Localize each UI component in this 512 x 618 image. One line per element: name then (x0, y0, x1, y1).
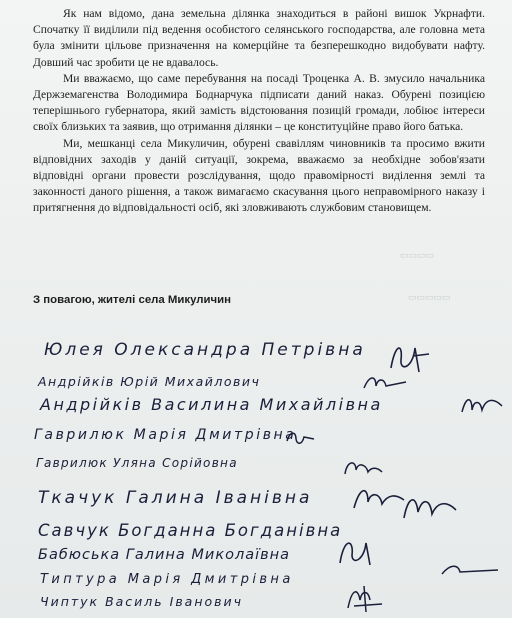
handwritten-signature-mark (400, 490, 460, 524)
signature-name: Савчук Богданна Богданівна (38, 521, 343, 540)
handwritten-signature-mark (344, 582, 388, 614)
signature-name: Чиптук Василь Іванович (40, 594, 244, 609)
handwritten-signature-mark (362, 372, 408, 394)
handwritten-signature-mark (284, 427, 318, 449)
paragraph-2: Ми вважаємо, що саме перебування на посаді Троценка А. В. змусило начальника Держземагенства Володимира Боднарчука підписати даний наказ. Обурені позицією теперішнього губернатора, який замість відстоювання позицій громади, лобіює інтереси своїх близьких та заявив, що отримання ділянки – це конституційне право його батька. (33, 71, 485, 134)
signature-name: Ткачук Галина Іванівна (38, 488, 313, 508)
signature-name: Гаврилюк Уляна Сорійовна (36, 456, 238, 470)
handwritten-signature-mark (460, 392, 506, 420)
signature-name: Андрійків Юрій Михайлович (38, 374, 261, 389)
bleed-through-mark: ▭▭▭▭▭ (408, 292, 451, 302)
bleed-through-mark: ▭▭▭▭ (400, 250, 435, 260)
signoff-line: З повагою, жителі села Микуличин (33, 294, 232, 306)
signature-name: Бабюська Галина Миколаївна (38, 547, 291, 563)
signature-name: Гаврилюк Марія Дмитрівна (34, 427, 297, 443)
paragraph-1: Як нам відомо, дана земельна ділянка знаходиться в районі вишок Укрнафти. Спочатку її виділили під ведення особистого селянського господарства, але головна мета була змінити цільове призначення на комерційне та безперешкодно видобувати нафту. Довший час зробити це не вдавалось. (33, 7, 485, 69)
paragraph-3: Ми, мешканці села Микуличин, обурені свавіллям чиновників та просимо вжити відповідних заходів у даній ситуації, зокрема, вважаємо за необхідне зобов'язати відповідні органи провести розслідування, щодо правомірності виділення землі та законності даного рішення, а також вимагаємо скасування цього неправомірного наказу і притягнення до відповідальності осіб, які зловживають службовим становищем. (33, 136, 485, 215)
handwritten-signature-mark (440, 560, 500, 582)
handwritten-signature-mark (342, 456, 386, 480)
signature-name: Юлея Олександра Петрівна (44, 340, 366, 360)
handwritten-signature-mark (336, 535, 376, 569)
signature-name: Андрійків Василина Михайлівна (40, 395, 383, 414)
signature-name: Типтура Марія Дмитрівна (40, 572, 294, 587)
